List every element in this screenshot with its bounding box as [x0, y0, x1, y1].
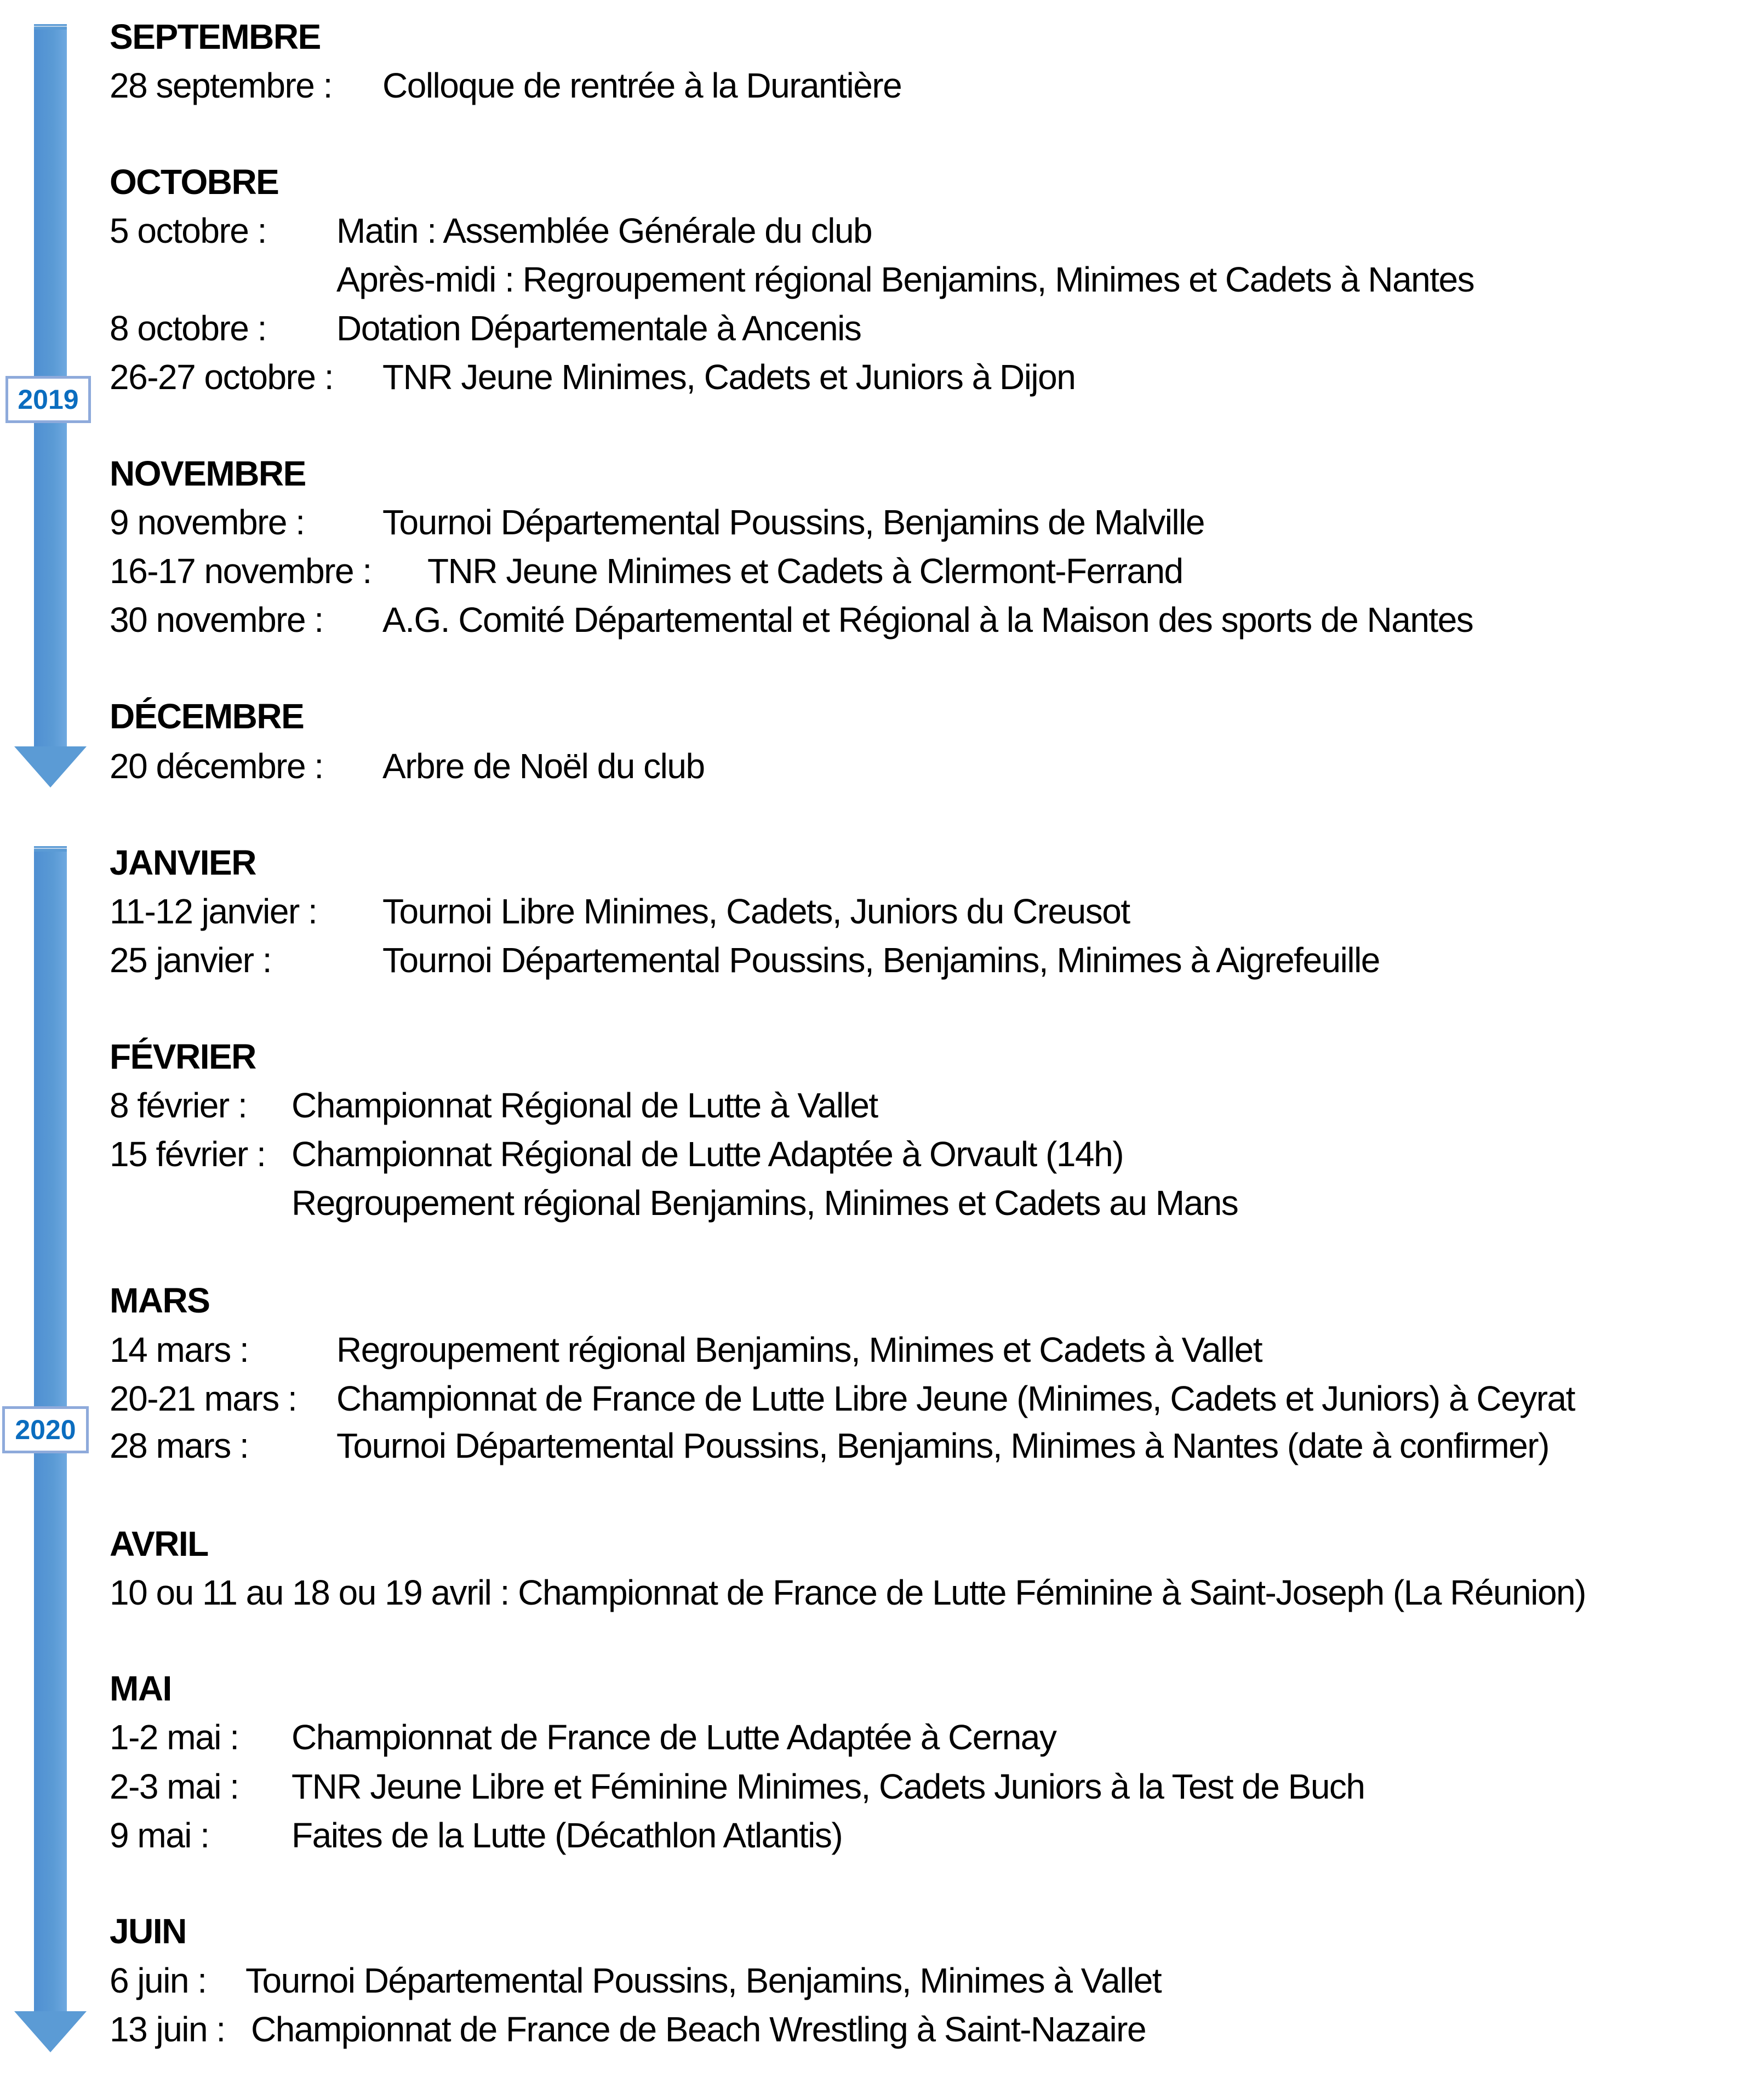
event-text: TNR Jeune Minimes, Cadets et Juniors à Dijon [382, 357, 1076, 397]
event-text: Tournoi Départemental Poussins, Benjamins, Minimes à Nantes (date à confirmer) [336, 1426, 1549, 1465]
event-date: 30 novembre : [110, 600, 323, 640]
event-date: 26-27 octobre : [110, 357, 333, 397]
event-row [110, 1132, 1123, 1176]
event-date: 28 septembre : [110, 66, 332, 105]
event-text: Championnat Régional de Lutte Adaptée à Orvault (14h) [291, 1134, 1123, 1174]
event-text: Matin : Assemblée Générale du club [336, 211, 872, 250]
event-row [110, 938, 1380, 982]
event-text: Tournoi Départemental Poussins, Benjamins, Minimes à Vallet [245, 1961, 1162, 2000]
event-row [110, 1083, 878, 1127]
event-text: Tournoi Départemental Poussins, Benjamins, Minimes à Aigrefeuille [382, 940, 1380, 980]
event-row [110, 889, 1130, 933]
month-heading: SEPTEMBRE [110, 17, 321, 56]
event-date: 8 octobre : [110, 309, 266, 348]
arrow-cap [34, 846, 67, 852]
month-heading: JUIN [110, 1911, 186, 1951]
event-row [110, 744, 705, 788]
month-heading: NOVEMBRE [110, 454, 306, 493]
event-date: 9 mai : [110, 1816, 209, 1855]
event-row [110, 549, 1183, 593]
event-date: 28 mars : [110, 1426, 249, 1465]
event-row [110, 1424, 1549, 1468]
event-text: Tournoi Départemental Poussins, Benjamins de Malville [382, 503, 1204, 542]
event-date: 9 novembre : [110, 503, 305, 542]
event-text: Regroupement régional Benjamins, Minimes et Cadets à Vallet [336, 1330, 1262, 1369]
event-text: Championnat de France de Beach Wrestling à Saint-Nazaire [251, 2010, 1146, 2049]
event-text: Colloque de rentrée à la Durantière [382, 66, 902, 105]
arrow-down-icon [14, 2011, 87, 2052]
event-text: Championnat de France de Lutte Adaptée à Cernay [291, 1717, 1056, 1757]
event-date: 25 janvier : [110, 940, 272, 980]
event-date: 10 ou 11 au 18 ou 19 avril : [110, 1573, 509, 1612]
event-text: Championnat de France de Lutte Libre Jeune (Minimes, Cadets et Juniors) à Ceyrat [336, 1379, 1575, 1418]
event-date: 1-2 mai : [110, 1717, 239, 1757]
event-row [110, 355, 1076, 399]
event-date: 6 juin : [110, 1961, 207, 2000]
event-text: TNR Jeune Minimes et Cadets à Clermont-Ferrand [427, 551, 1183, 591]
event-text: TNR Jeune Libre et Féminine Minimes, Cadets Juniors à la Test de Buch [291, 1767, 1365, 1806]
event-text: Regroupement régional Benjamins, Minimes et Cadets au Mans [291, 1183, 1238, 1223]
event-date: 11-12 janvier : [110, 892, 317, 931]
event-row [110, 1328, 1262, 1372]
month-heading: JANVIER [110, 843, 256, 882]
event-text: Dotation Départementale à Ancenis [336, 309, 861, 348]
event-row [110, 1959, 1162, 2002]
event-date: 13 juin : [110, 2010, 225, 2049]
event-row [110, 1571, 1586, 1614]
month-heading: DÉCEMBRE [110, 697, 304, 736]
event-row [110, 1715, 1056, 1759]
arrow-cap [34, 24, 67, 30]
event-text: Tournoi Libre Minimes, Cadets, Juniors du Creusot [382, 892, 1130, 931]
event-text: Arbre de Noël du club [382, 746, 705, 786]
event-text: Championnat Régional de Lutte à Vallet [291, 1086, 878, 1125]
event-text: Après-midi : Regroupement régional Benjamins, Minimes et Cadets à Nantes [336, 260, 1474, 299]
event-date: 15 février : [110, 1134, 266, 1174]
year-label-2020: 2020 [2, 1406, 89, 1453]
event-row [110, 2007, 1146, 2051]
event-row [110, 1813, 843, 1857]
event-row [110, 500, 1204, 544]
event-date: 20-21 mars : [110, 1379, 297, 1418]
event-date: 16-17 novembre : [110, 551, 371, 591]
month-heading: MAI [110, 1669, 172, 1708]
month-heading: MARS [110, 1281, 210, 1320]
event-text: Championnat de France de Lutte Féminine à Saint-Joseph (La Réunion) [518, 1573, 1586, 1612]
event-row [110, 64, 902, 107]
arrow-down-icon [14, 746, 87, 787]
month-heading: FÉVRIER [110, 1037, 256, 1076]
event-row [110, 1377, 1575, 1420]
month-heading: AVRIL [110, 1524, 208, 1563]
event-date: 14 mars : [110, 1330, 249, 1369]
event-date: 20 décembre : [110, 746, 323, 786]
event-row [110, 306, 861, 350]
event-row [110, 598, 1473, 642]
year-label-2019: 2019 [5, 376, 91, 423]
event-text: Faites de la Lutte (Décathlon Atlantis) [291, 1816, 843, 1855]
event-date: 8 février : [110, 1086, 247, 1125]
event-date: 5 octobre : [110, 211, 266, 250]
event-row [110, 1765, 1365, 1808]
event-row [110, 209, 872, 253]
month-heading: OCTOBRE [110, 162, 279, 202]
event-date: 2-3 mai : [110, 1767, 239, 1806]
event-text: A.G. Comité Départemental et Régional à la Maison des sports de Nantes [382, 600, 1473, 640]
